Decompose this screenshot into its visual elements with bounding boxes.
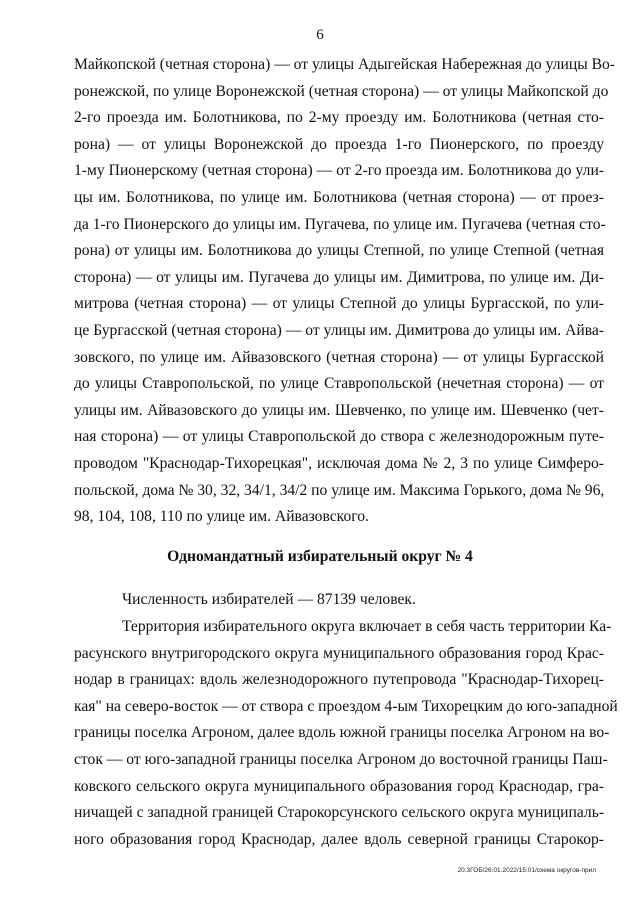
paragraph-line: Майкопской (четная сторона) — от улицы Адыгейская Набережная до улицы Во-: [74, 56, 615, 73]
continued-paragraph: [74, 52, 615, 531]
paragraph-line: нодар в границах: вдоль железнодорожного путепровода "Краснодар-Тихорец-: [74, 671, 604, 689]
paragraph-line: це Бургасской (четная сторона) — от улицы им. Димитрова до улицы им. Айва-: [74, 321, 604, 339]
paragraph-line: митрова (четная сторона) — от улицы Степной до улицы Бургасской, по ули-: [74, 295, 604, 313]
paragraph-line: улицы им. Айвазовского до улицы им. Шевченко, по улице им. Шевченко (чет-: [74, 401, 604, 419]
paragraph-line: цы им. Болотникова, по улице им. Болотникова (четная сторона) — от проез-: [74, 188, 604, 206]
territory-paragraph: [74, 614, 618, 853]
paragraph-line: рона) — от улицы Воронежской до проезда 1-го Пионерского, по проезду: [74, 135, 604, 153]
paragraph-line: границы поселка Агроном, далее вдоль южной границы поселка Агроном на во-: [74, 724, 610, 742]
paragraph-line: кая" на северо-восток — от створа с проездом 4-ым Тихорецким до юго-западной: [74, 697, 618, 715]
paragraph-line: да 1-го Пионерского до улицы им. Пугачева, по улице им. Пугачева (четная сто-: [74, 215, 606, 233]
paragraph-line: сторона) — от улицы им. Пугачева до улицы им. Димитрова, по улице им. Ди-: [74, 268, 604, 286]
page-number: 6: [316, 27, 324, 43]
paragraph-line: рона) от улицы им. Болотникова до улицы Степной, по улице Степной (четная: [74, 242, 604, 260]
paragraph-line: ная сторона) — от улицы Ставропольской до створа с железнодорожным путе-: [74, 428, 604, 446]
paragraph-line: расунского внутригородского округа муниципального образования город Крас-: [74, 644, 604, 662]
paragraph-line: сток — от юго-западной границы поселка Агроном до восточной границы Паш-: [74, 750, 608, 768]
paragraph-line: Территория избирательного округа включает в себя часть территории Ка-: [122, 618, 612, 635]
paragraph-line: зовского, по улице им. Айвазовского (четная сторона) — от улицы Бургасской: [74, 348, 604, 366]
paragraph-line: проводом "Краснодар-Тихорецкая", исключая дома № 2, 3 по улице Симферо-: [74, 454, 604, 472]
section-heading: Одномандатный избирательный округ № 4: [167, 548, 473, 565]
document-footer-code: 20.3ГОБ/26.01.2022/15:01/схема округов-прил: [457, 867, 596, 874]
paragraph-line: 1-му Пионерскому (четная сторона) — от 2-го проезда им. Болотникова до ули-: [74, 162, 604, 180]
voters-count-line: Численность избирателей — 87139 человек.: [122, 591, 416, 608]
paragraph-line: до улицы Ставропольской, по улице Ставропольской (нечетная сторона) — от: [74, 375, 604, 393]
paragraph-line: ного образования город Краснодар, далее вдоль северной границы Старокор-: [74, 830, 604, 848]
paragraph-line: ронежской, по улице Воронежской (четная сторона) — от улицы Майкопской до: [74, 82, 609, 100]
paragraph-line: 98, 104, 108, 110 по улице им. Айвазовского.: [74, 508, 369, 526]
paragraph-line: 2-го проезда им. Болотникова, по 2-му проезду им. Болотникова (четная сто-: [74, 109, 604, 127]
voters-paragraph: [74, 587, 604, 614]
paragraph-line: польской, дома № 30, 32, 34/1, 34/2 по улице им. Максима Горького, дома № 96,: [74, 481, 605, 499]
paragraph-line: ковского сельского округа муниципального образования город Краснодар, гра-: [74, 777, 604, 795]
paragraph-line: ничащей с западной границей Старокорсунского сельского округа муниципаль-: [74, 804, 605, 822]
